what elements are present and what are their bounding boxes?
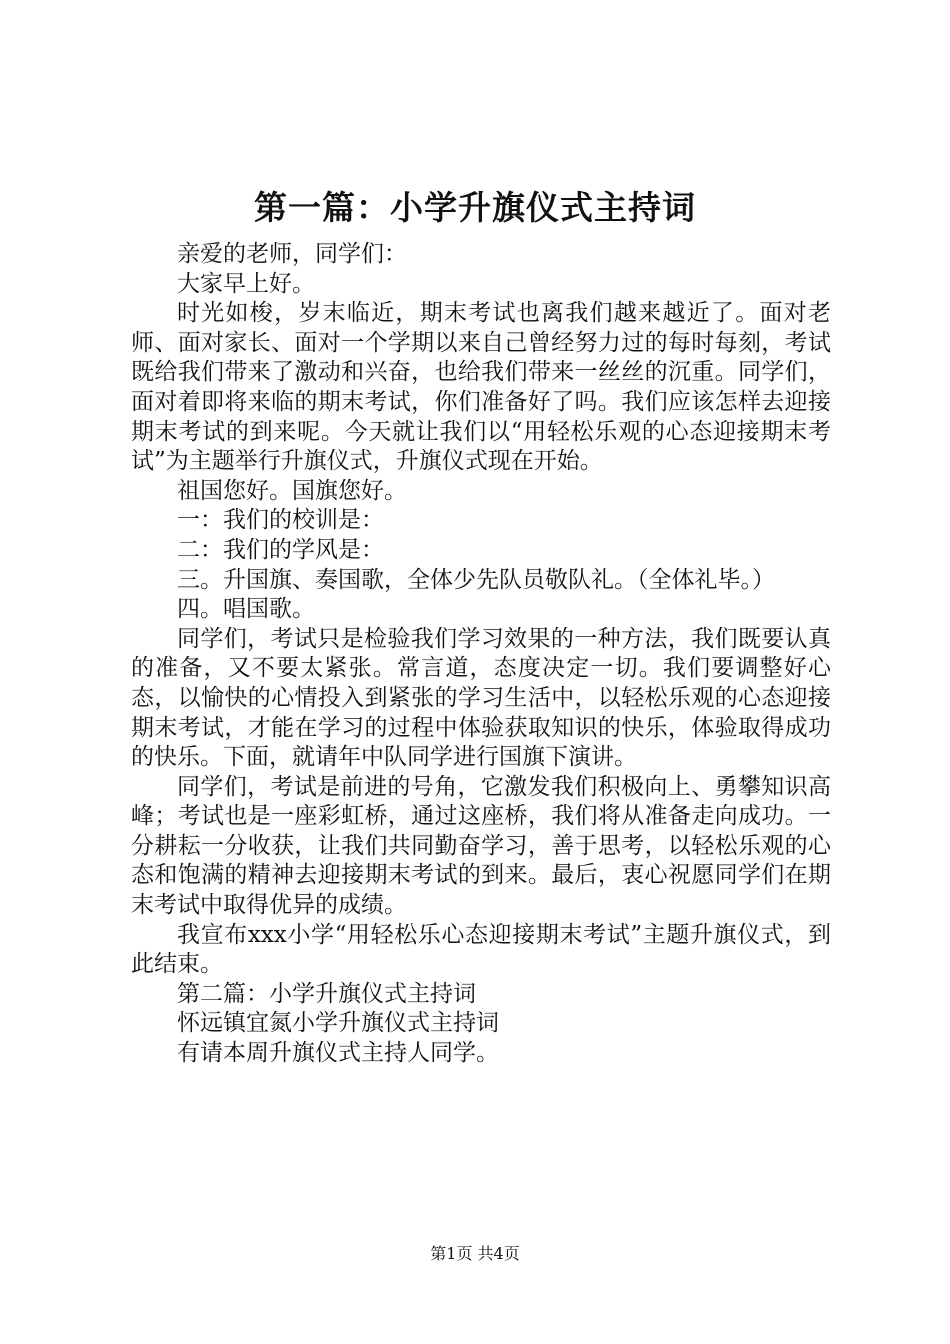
paragraph-host-invite: 有请本周升旗仪式主持人同学。 — [177, 1040, 499, 1067]
paragraph-greeting: 亲爱的老师，同学们： — [177, 241, 407, 267]
paragraph-school-name: 怀远镇宜氮小学升旗仪式主持词 — [177, 1010, 499, 1037]
paragraph-good-morning: 大家早上好。 — [177, 270, 315, 297]
page-footer: 第1页 共4页 — [430, 1244, 520, 1263]
paragraph-school-motto: 一：我们的校训是： — [177, 507, 384, 534]
paragraph-raise-flag: 三。升国旗、奏国歌，全体少先队员敬队礼。（全体礼毕。） — [177, 566, 775, 593]
paragraph-exam-method: 同学们，考试只是检验我们学习效果的一种方法，我们既要认真的准备，又不要太紧张。常言道，态度决定一切。我们要调整好心态，以愉快的心情投入到紧张的学习生活中，以轻松乐观的心态迎接期末考试，才能在学习的过程中体验获取知识的快乐，体验取得成功的快乐。下面，就请年中队同学进行国旗下演讲。 — [131, 625, 831, 771]
paragraph-intro: 时光如梭，岁末临近，期末考试也离我们越来越近了。面对老师、面对家长、面对一个学期以来自己曾经努力过的每时每刻，考试既给我们带来了激动和兴奋，也给我们带来一丝丝的沉重。同学们，面对着即将来临的期末考试，你们准备好了吗。我们应该怎样去迎接期末考试的到来呢。今天就让我们以“用轻松乐观的心态迎接期末考试”为主题举行升旗仪式，升旗仪式现在开始。 — [131, 300, 831, 475]
document-body — [131, 240, 831, 1069]
paragraph-exam-horn: 同学们，考试是前进的号角，它激发我们积极向上、勇攀知识高峰；考试也是一座彩虹桥，通过这座桥，我们将从准备走向成功。一分耕耘一分收获，让我们共同勤奋学习，善于思考，以轻松乐观的心态和饱满的精神去迎接期末考试的到来。最后，衷心祝愿同学们在期末考试中取得优异的成绩。 — [131, 773, 831, 919]
paragraph-sing-anthem: 四。唱国歌。 — [177, 596, 315, 623]
paragraph-second-title: 第二篇：小学升旗仪式主持词 — [177, 980, 476, 1007]
document-title: 第一篇：小学升旗仪式主持词 — [254, 188, 696, 227]
paragraph-closing: 我宣布xxx小学“用轻松乐心态迎接期末考试”主题升旗仪式，到此结束。 — [131, 921, 831, 978]
paragraph-study-style: 二：我们的学风是： — [177, 536, 384, 563]
paragraph-motherland: 祖国您好。国旗您好。 — [177, 477, 407, 504]
